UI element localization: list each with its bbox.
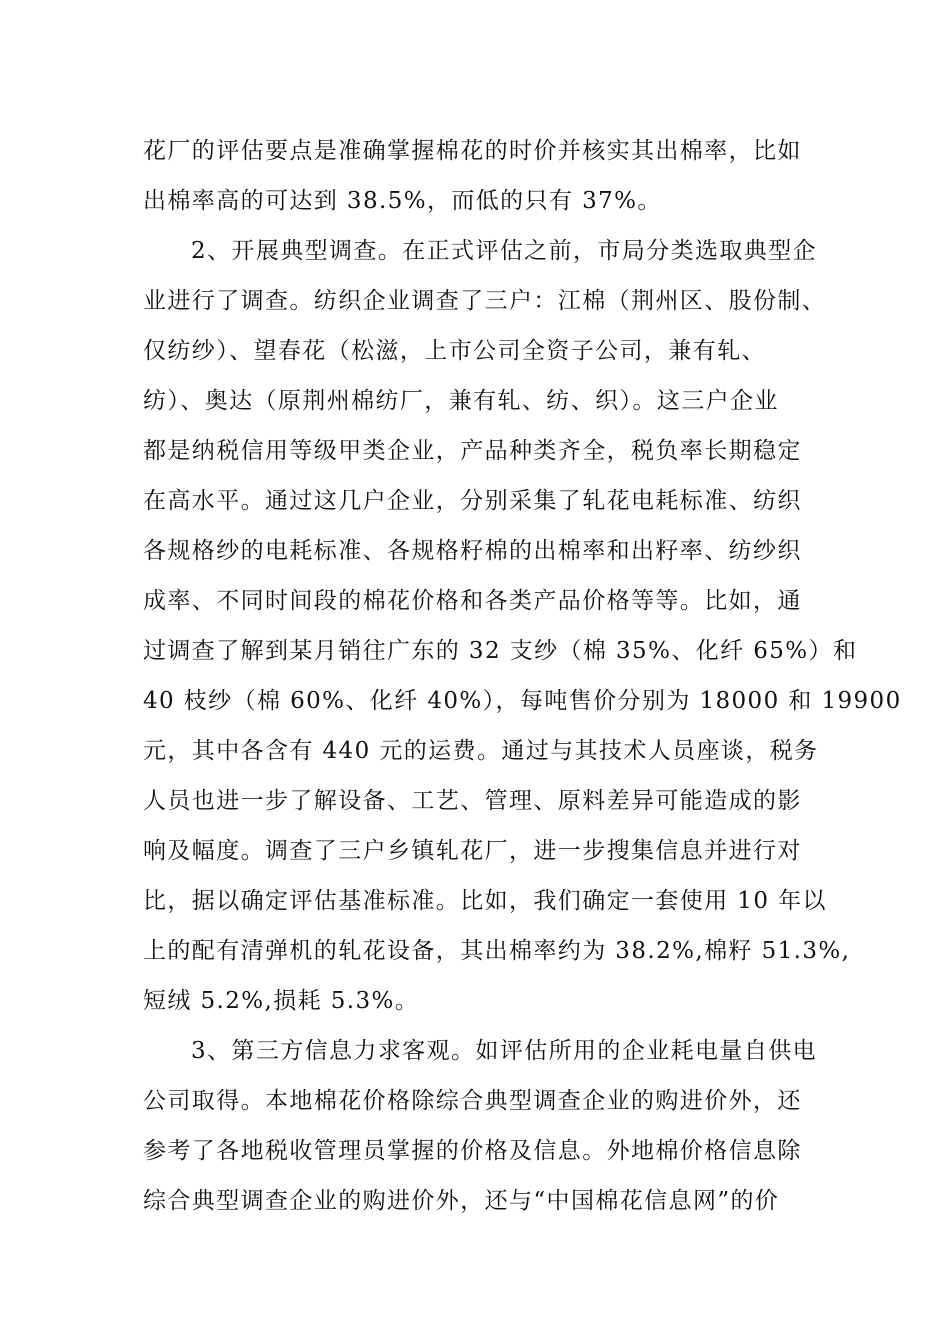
text-line: 各规格纱的电耗标准、各规格籽棉的出棉率和出籽率、纺纱织 [143, 538, 802, 564]
text-line: 业进行了调查。纺织企业调查了三户：江棉（荆州区、股份制、 [143, 288, 827, 314]
text-line: 综合典型调查企业的购进价外，还与“中国棉花信息网”的价 [143, 1188, 780, 1214]
text-line: 比，据以确定评估基准标准。比如，我们确定一套使用 10 年以 [143, 888, 827, 914]
body-text [143, 126, 902, 1226]
paragraph-start-line: 3、第三方信息力求客观。如评估所用的企业耗电量自供电 [191, 1038, 818, 1064]
text-line: 都是纳税信用等级甲类企业，产品种类齐全，税负率长期稳定 [143, 438, 802, 464]
text-line: 出棉率高的可达到 38.5%，而低的只有 37%。 [143, 188, 662, 214]
text-line: 40 枝纱（棉 60%、化纤 40%），每吨售价分别为 18000 和 19900 [143, 688, 902, 714]
text-line: 公司取得。本地棉花价格除综合典型调查企业的购进价外，还 [143, 1088, 802, 1114]
paragraph-start-line: 2、开展典型调查。在正式评估之前，市局分类选取典型企 [191, 238, 818, 264]
text-line: 在高水平。通过这几户企业，分别采集了轧花电耗标准、纺织 [143, 488, 802, 514]
text-line: 上的配有清弹机的轧花设备，其出棉率约为 38.2%,棉籽 51.3%, [143, 938, 851, 964]
text-line: 过调查了解到某月销往广东的 32 支纱（棉 35%、化纤 65%）和 [143, 638, 858, 664]
text-line: 元，其中各含有 440 元的运费。通过与其技术人员座谈，税务 [143, 738, 819, 764]
text-line: 短绒 5.2%,损耗 5.3%。 [143, 988, 420, 1014]
text-line: 纺）、奥达（原荆州棉纺厂，兼有轧、纺、织）。这三户企业 [143, 388, 779, 414]
text-line: 参考了各地税收管理员掌握的价格及信息。外地棉价格信息除 [143, 1138, 802, 1164]
text-line: 仅纺纱）、望春花（松滋，上市公司全资子公司，兼有轧、 [143, 338, 766, 364]
text-line: 成率、不同时间段的棉花价格和各类产品价格等等。比如，通 [143, 588, 802, 614]
text-line: 响及幅度。调查了三户乡镇轧花厂，进一步搜集信息并进行对 [143, 838, 802, 864]
text-line: 人员也进一步了解设备、工艺、管理、原料差异可能造成的影 [143, 788, 802, 814]
text-line: 花厂的评估要点是准确掌握棉花的时价并核实其出棉率，比如 [143, 138, 802, 164]
